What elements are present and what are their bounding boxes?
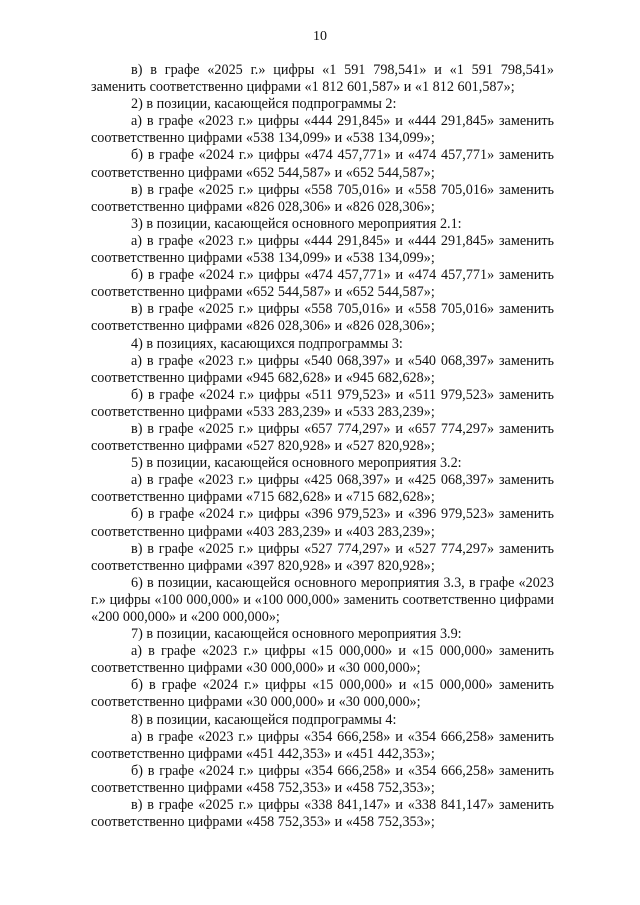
paragraph: б) в графе «2024 г.» цифры «354 666,258» и «354 666,258» заменить соответственно цифрами «458 752,353» и «458 752,353»;: [91, 762, 554, 796]
paragraph: а) в графе «2023 г.» цифры «444 291,845» и «444 291,845» заменить соответственно цифрами «538 134,099» и «538 134,099»;: [91, 113, 554, 147]
paragraph: б) в графе «2024 г.» цифры «511 979,523» и «511 979,523» заменить соответственно цифрами «533 283,239» и «533 283,239»;: [91, 386, 554, 420]
paragraph: 6) в позиции, касающейся основного мероприятия 3.3, в графе «2023 г.» цифры «100 000,000» и «100 000,000» заменить соответственно цифрами «200 000,000» и «200 000,000»;: [91, 574, 554, 625]
paragraph: в) в графе «2025 г.» цифры «558 705,016» и «558 705,016» заменить соответственно цифрами «826 028,306» и «826 028,306»;: [91, 181, 554, 215]
paragraph: а) в графе «2023 г.» цифры «540 068,397» и «540 068,397» заменить соответственно цифрами «945 682,628» и «945 682,628»;: [91, 352, 554, 386]
paragraph: в) в графе «2025 г.» цифры «338 841,147» и «338 841,147» заменить соответственно цифрами «458 752,353» и «458 752,353»;: [91, 797, 554, 831]
paragraph: а) в графе «2023 г.» цифры «354 666,258» и «354 666,258» заменить соответственно цифрами «451 442,353» и «451 442,353»;: [91, 728, 554, 762]
paragraph: а) в графе «2023 г.» цифры «15 000,000» и «15 000,000» заменить соответственно цифрами «30 000,000» и «30 000,000»;: [91, 643, 554, 677]
paragraph: 7) в позиции, касающейся основного мероприятия 3.9:: [131, 626, 462, 643]
paragraph: а) в графе «2023 г.» цифры «425 068,397» и «425 068,397» заменить соответственно цифрами «715 682,628» и «715 682,628»;: [91, 472, 554, 506]
page-number: 10: [313, 29, 327, 44]
paragraph: 3) в позиции, касающейся основного мероприятия 2.1:: [131, 215, 462, 232]
paragraph: 8) в позиции, касающейся подпрограммы 4:: [131, 711, 397, 728]
document-body: [91, 62, 554, 831]
paragraph: б) в графе «2024 г.» цифры «474 457,771» и «474 457,771» заменить соответственно цифрами «652 544,587» и «652 544,587»;: [91, 147, 554, 181]
paragraph: 5) в позиции, касающейся основного мероприятия 3.2:: [131, 455, 462, 472]
paragraph: в) в графе «2025 г.» цифры «527 774,297» и «527 774,297» заменить соответственно цифрами «397 820,928» и «397 820,928»;: [91, 540, 554, 574]
paragraph: б) в графе «2024 г.» цифры «15 000,000» и «15 000,000» заменить соответственно цифрами «30 000,000» и «30 000,000»;: [91, 677, 554, 711]
paragraph: б) в графе «2024 г.» цифры «396 979,523» и «396 979,523» заменить соответственно цифрами «403 283,239» и «403 283,239»;: [91, 506, 554, 540]
paragraph: в) в графе «2025 г.» цифры «558 705,016» и «558 705,016» заменить соответственно цифрами «826 028,306» и «826 028,306»;: [91, 301, 554, 335]
paragraph: 2) в позиции, касающейся подпрограммы 2:: [131, 96, 397, 113]
paragraph: б) в графе «2024 г.» цифры «474 457,771» и «474 457,771» заменить соответственно цифрами «652 544,587» и «652 544,587»;: [91, 267, 554, 301]
paragraph: в) в графе «2025 г.» цифры «657 774,297» и «657 774,297» заменить соответственно цифрами «527 820,928» и «527 820,928»;: [91, 420, 554, 455]
paragraph: в) в графе «2025 г.» цифры «1 591 798,541» и «1 591 798,541» заменить соответственно цифрами «1 812 601,587» и «1 812 601,587»;: [91, 62, 554, 96]
paragraph: 4) в позициях, касающихся подпрограммы 3:: [131, 335, 403, 352]
paragraph: а) в графе «2023 г.» цифры «444 291,845» и «444 291,845» заменить соответственно цифрами «538 134,099» и «538 134,099»;: [91, 232, 554, 267]
